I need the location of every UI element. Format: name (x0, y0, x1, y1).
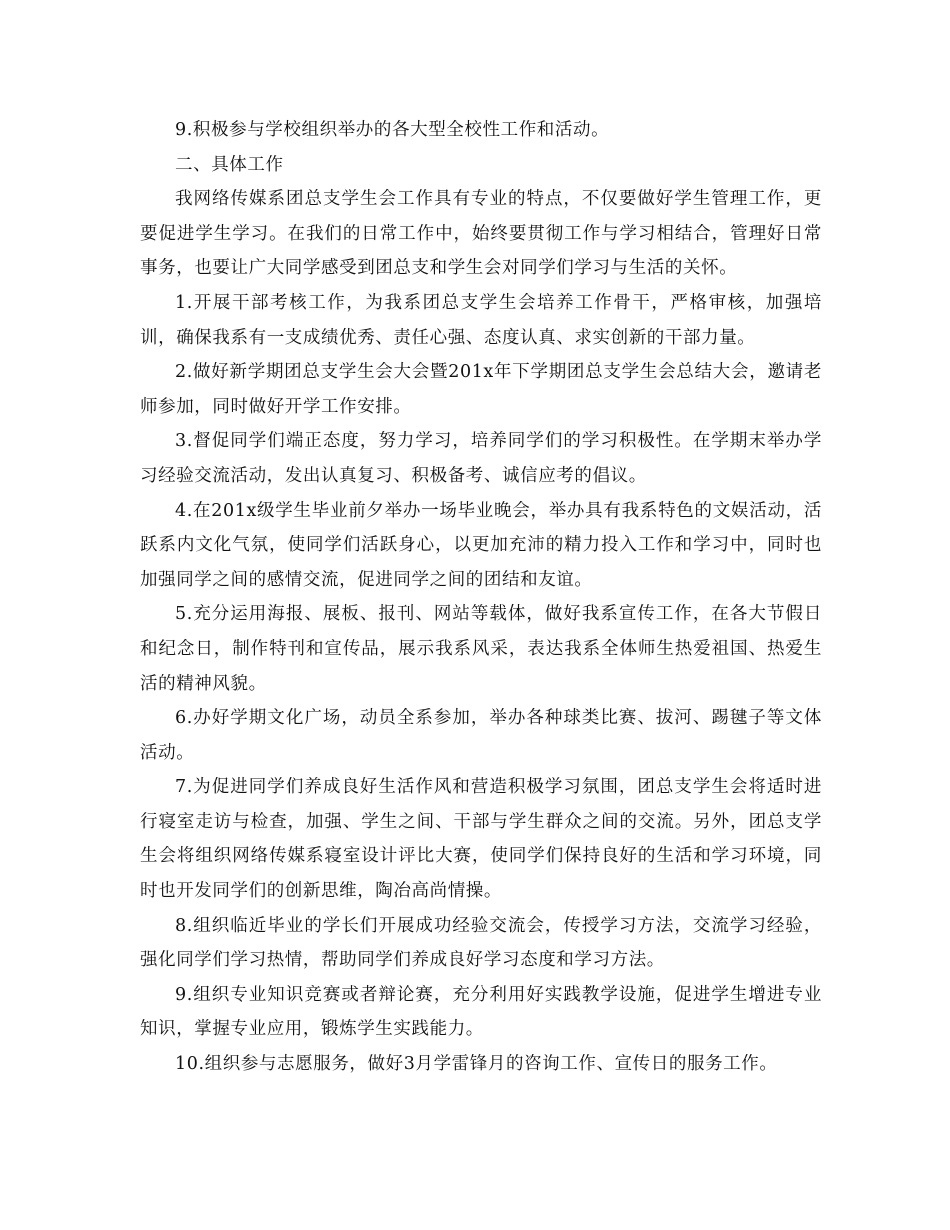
paragraph: 9.积极参与学校组织举办的各大型全校性工作和活动。 (175, 120, 610, 140)
paragraph: 9.组织专业知识竞赛或者辩论赛，充分利用好实践教学设施，促进学生增进专业知识，掌握专业应用，锻炼学生实践能力。 (140, 984, 822, 1040)
paragraph: 4.在201x级学生毕业前夕举办一场毕业晚会，举办具有我系特色的文娱活动，活跃系内文化气氛，使同学们活跃身心，以更加充沛的精力投入工作和学习中，同时也加强同学之间的感情交流，促进同学之间的团结和友谊。 (140, 500, 822, 590)
paragraph: 10.组织参与志愿服务，做好3月学雷锋月的咨询工作、宣传日的服务工作。 (175, 1054, 778, 1075)
section-heading: 二、具体工作 (175, 154, 284, 175)
paragraph: 3.督促同学们端正态度，努力学习，培养同学们的学习积极性。在学期末举办学习经验交流活动，发出认真复习、积极备考、诚信应考的倡议。 (140, 431, 822, 486)
paragraph: 我网络传媒系团总支学生会工作具有专业的特点，不仅要做好学生管理工作，更要促进学生学习。在我们的日常工作中，始终要贯彻工作与学习相结合，管理好日常事务，也要让广大同学感受到团总支和学生会对同学们学习与生活的关怀。 (140, 189, 822, 279)
paragraph: 1.开展干部考核工作，为我系团总支学生会培养工作骨干，严格审核，加强培训，确保我系有一支成绩优秀、责任心强、态度认真、求实创新的干部力量。 (140, 292, 822, 348)
document-body (140, 113, 822, 1082)
paragraph: 5.充分运用海报、展板、报刊、网站等载体，做好我系宣传工作，在各大节假日和纪念日，制作特刊和宣传品，展示我系风采，表达我系全体师生热爱祖国、热爱生活的精神风貌。 (140, 604, 822, 694)
paragraph: 7.为促进同学们养成良好生活作风和营造积极学习氛围，团总支学生会将适时进行寝室走访与检查，加强、学生之间、干部与学生群众之间的交流。另外，团总支学生会将组织网络传媒系寝室设计评比大赛，使同学们保持良好的生活和学习环境，同时也开发同学们的创新思维，陶冶高尚情操。 (140, 777, 822, 902)
paragraph: 8.组织临近毕业的学长们开展成功经验交流会，传授学习方法，交流学习经验，强化同学们学习热情，帮助同学们养成良好学习态度和学习方法。 (140, 915, 822, 971)
paragraph: 2.做好新学期团总支学生会大会暨201x年下学期团总支学生会总结大会，邀请老师参加，同时做好开学工作安排。 (140, 362, 822, 417)
paragraph: 6.办好学期文化广场，动员全系参加，举办各种球类比赛、拔河、踢毽子等文体活动。 (140, 708, 822, 763)
